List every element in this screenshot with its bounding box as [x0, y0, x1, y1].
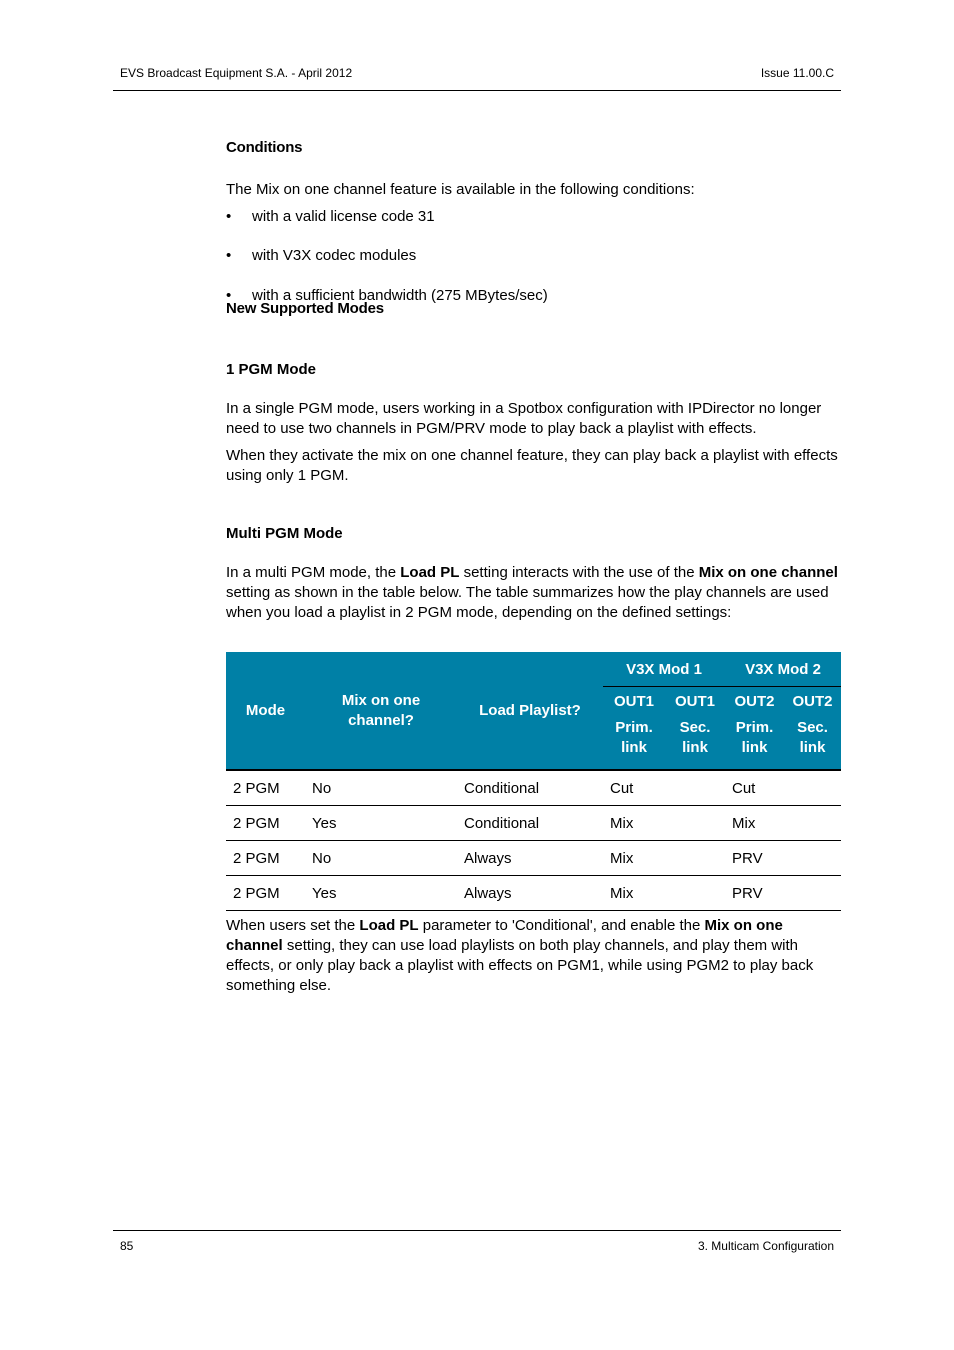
list-item: • with V3X codec modules [226, 247, 417, 264]
col-header-out2-sec: OUT2 Sec. link [784, 687, 841, 771]
col-header-mode: Mode [226, 652, 305, 770]
col-header-mix: Mix on one channel? [305, 652, 457, 770]
chapter-title: 3. Multicam Configuration [697, 1239, 834, 1253]
col-header-v3x-mod-1: V3X Mod 1 [603, 652, 725, 687]
col-header-out1-sec: OUT1 Sec. link [665, 687, 725, 771]
page-footer [113, 1230, 841, 1255]
col-header-out2-prim: OUT2 Prim. link [725, 687, 784, 771]
conditions-intro: The Mix on one channel feature is available in the following conditions: [226, 181, 695, 198]
table-row: 2 PGM No Conditional Cut Cut [226, 770, 841, 806]
table-row: 2 PGM No Always Mix PRV [226, 841, 841, 876]
header-publisher: EVS Broadcast Equipment S.A. - April 2012 [120, 66, 353, 80]
multi-pgm-heading: Multi PGM Mode [226, 525, 343, 542]
list-item: • with a sufficient bandwidth (275 MBytes/sec) [226, 287, 548, 304]
col-header-out1-prim: OUT1 Prim. link [603, 687, 665, 771]
table-row: 2 PGM Yes Always Mix PRV [226, 876, 841, 911]
col-header-v3x-mod-2: V3X Mod 2 [725, 652, 841, 687]
page-number: 85 [120, 1239, 134, 1253]
new-modes-heading: New Supported Modes [226, 300, 384, 317]
col-header-load: Load Playlist? [457, 652, 603, 770]
list-item: • with a valid license code 31 [226, 208, 435, 225]
modes-table [226, 652, 841, 911]
page-header [113, 66, 841, 91]
pgm1-paragraph-1: In a single PGM mode, users working in a Spotbox configuration with IPDirector no longer need to use two channels in PGM/PRV mode to play back a playlist with effects. [226, 400, 822, 437]
table-row: 2 PGM Yes Conditional Mix Mix [226, 806, 841, 841]
pgm1-paragraph-2: When they activate the mix on one channel feature, they can play back a playlist with effects using only 1 PGM. [226, 447, 838, 484]
multi-pgm-paragraph-2: When users set the Load PL parameter to 'Conditional', and enable the Mix on one channel setting, they can use load playlists on both play channels, and play them with effects, or only play back a playlist with effects on PGM1, while using PGM2 to play back something else. [226, 917, 814, 994]
conditions-heading: Conditions [226, 139, 303, 156]
header-issue: Issue 11.00.C [760, 66, 834, 80]
multi-pgm-paragraph-1: In a multi PGM mode, the Load PL setting interacts with the use of the Mix on one channel setting as shown in the table below. The table summarizes how the play channels are used when you load a playlist in 2 PGM mode, depending on the defined settings: [226, 564, 838, 621]
pgm1-heading: 1 PGM Mode [226, 361, 317, 378]
